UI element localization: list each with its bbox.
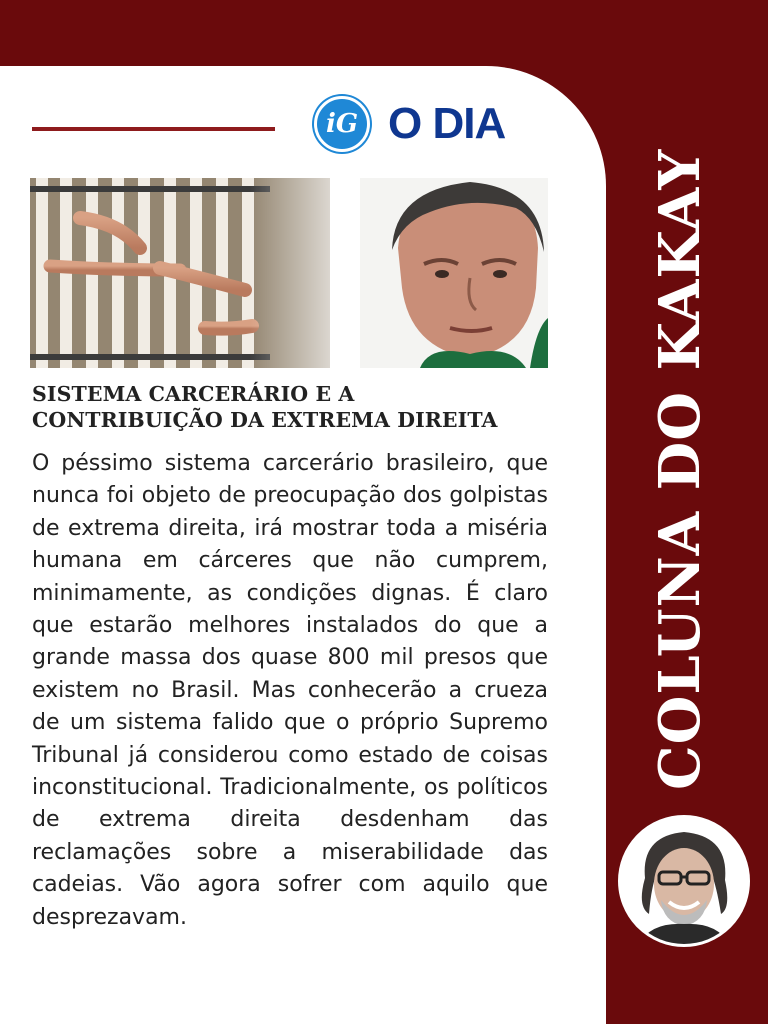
columnist-avatar — [618, 815, 750, 947]
brand-logo[interactable] — [314, 96, 505, 152]
article-body: O péssimo sistema carcerário brasileiro, que nunca foi objeto de preocupação dos golpistas de extrema direita, irá mostrar toda a miséria humana em cárceres que não cumprem, minimamente, as condições dignas. É claro que estarão melhores instalados do que a grande massa dos quase 800 mil presos que existem no Brasil. Mas conhecerão a crueza de um sistema falido que o próprio Supremo Tribunal já considerou como estado de coisas inconstitucional. Tradicionalmente, os políticos de extrema direita desdenham das reclamações sobre a miserabilidade das cadeias. Vão agora sofrer com aquilo que desprezavam. — [32, 451, 548, 930]
ig-logo-text: iG — [325, 109, 359, 139]
article-headline: SISTEMA CARCERÁRIO E A CONTRIBUIÇÃO DA EXTREMA DIREITA — [32, 382, 498, 432]
header-rule — [32, 127, 275, 131]
ig-logo-icon — [314, 96, 370, 152]
article-photo — [30, 178, 548, 368]
column-title: COLUNA DO KAKAY — [647, 148, 713, 790]
brand-name: O DIA — [388, 99, 506, 148]
